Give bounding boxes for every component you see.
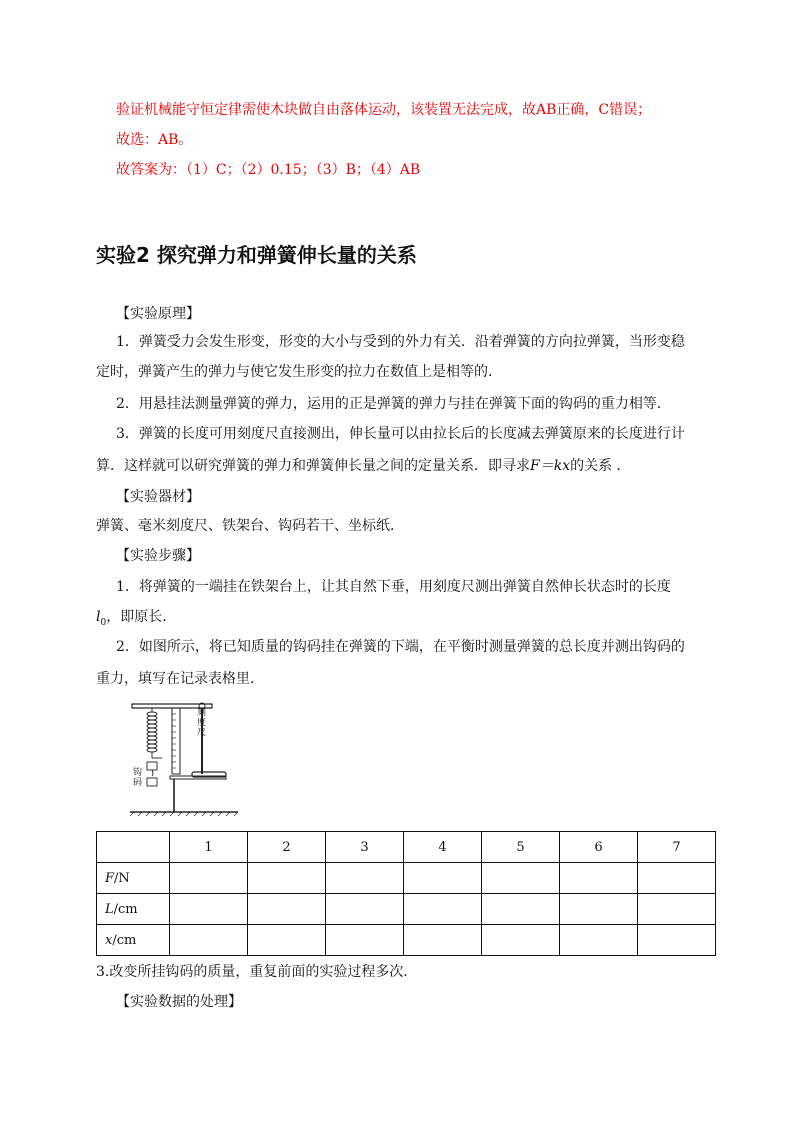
table-cell[interactable] — [404, 925, 482, 956]
equipment-heading: 【实验器材】 — [116, 489, 200, 505]
step-2b: 重力，填写在记录表格里． — [96, 671, 264, 687]
table-cell[interactable] — [638, 925, 716, 956]
row-var: x — [105, 932, 113, 948]
row-header-l — [97, 894, 170, 925]
table-row — [97, 894, 716, 925]
table-cell[interactable] — [326, 925, 404, 956]
col-header: 5 — [482, 832, 560, 863]
principle-p1b: 定时，弹簧产生的弹力与使它发生形变的拉力在数值上是相等的． — [96, 364, 502, 380]
table-cell[interactable] — [482, 925, 560, 956]
formula: F＝kx — [530, 458, 571, 474]
section-title: 实验2 探究弹力和弹簧伸长量的关系 — [96, 243, 417, 267]
table-cell[interactable] — [560, 925, 638, 956]
principle-p2: 2．用悬挂法测量弹簧的弹力，运用的正是弹簧的弹力与挂在弹簧下面的钩码的重力相等． — [116, 396, 671, 412]
table-row — [97, 863, 716, 894]
col-header: 6 — [560, 832, 638, 863]
table-cell[interactable] — [170, 894, 248, 925]
var-l: l — [96, 609, 101, 625]
table-cell[interactable] — [248, 863, 326, 894]
table-cell[interactable] — [482, 894, 560, 925]
answer-line-3: 故答案为：（1）C；（2）0.15；（3）B；（4）AB — [116, 162, 421, 178]
table-cell[interactable] — [326, 894, 404, 925]
principle-p3b-post: 的关系 ． — [570, 458, 631, 474]
table-row — [97, 925, 716, 956]
row-unit: /cm — [113, 901, 138, 917]
table-cell[interactable] — [248, 925, 326, 956]
principle-heading: 【实验原理】 — [116, 306, 200, 322]
step-2a: 2．如图所示，将已知质量的钩码挂在弹簧的下端，在平衡时测量弹簧的总长度并测出钩码的 — [116, 639, 685, 655]
table-cell[interactable] — [248, 894, 326, 925]
table-cell[interactable] — [482, 863, 560, 894]
table-cell[interactable] — [638, 863, 716, 894]
equipment-list: 弹簧、毫米刻度尺、铁架台、钩码若干、坐标纸． — [96, 518, 404, 534]
table-cell[interactable] — [638, 894, 716, 925]
apparatus-figure — [130, 700, 240, 826]
spring-shape — [147, 708, 162, 758]
col-header: 7 — [638, 832, 716, 863]
table-cell[interactable] — [170, 863, 248, 894]
table-cell[interactable] — [560, 894, 638, 925]
table-cell[interactable] — [404, 894, 482, 925]
col-header: 4 — [404, 832, 482, 863]
row-unit: /cm — [112, 932, 137, 948]
row-var: L — [105, 901, 114, 917]
step-1a: 1．将弹簧的一端挂在铁架台上，让其自然下垂，用刻度尺测出弹簧自然伸长状态时的长度 — [116, 579, 671, 595]
record-table — [96, 831, 716, 956]
ruler-label: 刻度尺 — [197, 708, 207, 738]
table-cell[interactable] — [326, 863, 404, 894]
var-l-sub: 0 — [100, 617, 107, 628]
principle-p3b — [96, 457, 631, 475]
table-cell[interactable] — [560, 863, 638, 894]
row-var: F — [105, 870, 115, 886]
principle-p1a: 1．弹簧受力会发生形变，形变的大小与受到的外力有关．沿着弹簧的方向拉弹簧，当形变稳 — [116, 334, 685, 350]
weights-shape — [147, 762, 157, 786]
principle-p3b-pre: 算．这样就可以研究弹簧的弹力和弹簧伸长量之间的定量关系．即寻求 — [96, 458, 530, 474]
steps-heading: 【实验步骤】 — [116, 548, 200, 564]
row-header-f — [97, 863, 170, 894]
step-1b — [96, 608, 176, 632]
row-unit: /N — [114, 870, 130, 886]
table-cell[interactable] — [170, 925, 248, 956]
row-header-x — [97, 925, 170, 956]
col-header: 1 — [170, 832, 248, 863]
col-header: 3 — [326, 832, 404, 863]
weight-label: 钩码 — [133, 768, 143, 788]
data-processing-heading: 【实验数据的处理】 — [116, 994, 242, 1010]
principle-p3a: 3．弹簧的长度可用刻度尺直接测出，伸长量可以由拉长后的长度减去弹簧原来的长度进行计 — [116, 426, 685, 442]
table-corner-cell — [97, 832, 170, 863]
table-cell[interactable] — [404, 863, 482, 894]
answer-line-1: 验证机械能守恒定律需使木块做自由落体运动，该装置无法完成，故AB正确，C错误； — [116, 102, 652, 118]
answer-line-2: 故选：AB。 — [116, 132, 193, 148]
step-3: 3.改变所挂钩码的质量，重复前面的实验过程多次． — [96, 964, 418, 980]
ruler-shape — [172, 708, 180, 774]
step-1b-post: ，即原长． — [106, 609, 177, 625]
col-header: 2 — [248, 832, 326, 863]
table-header-row — [97, 832, 716, 863]
